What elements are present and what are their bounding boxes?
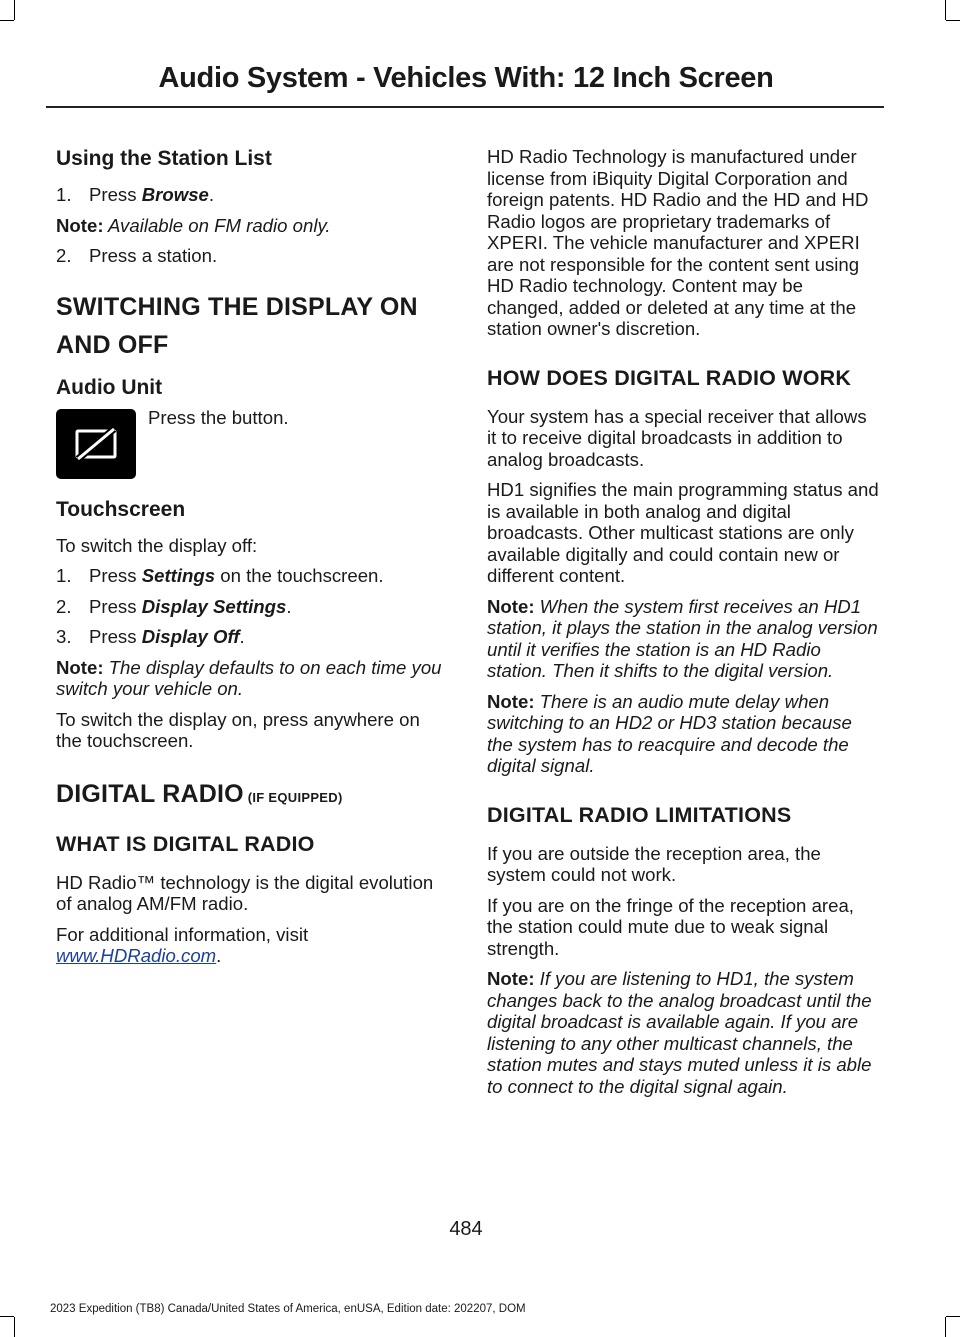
touchscreen-heading: Touchscreen — [56, 497, 186, 521]
crop-mark — [0, 20, 14, 21]
what-is-digital-radio-text: HD Radio™ technology is the digital evolution of analog AM/FM radio. — [56, 871, 434, 914]
how-digital-radio-works-text-1: Your system has a special receiver that allows it to receive digital broadcasts in addition to analog broadcasts. — [487, 405, 867, 470]
browse-label: Browse — [141, 184, 209, 205]
edition-footer: 2023 Expedition (TB8) Canada/United States of America, enUSA, Edition date: 202207, DOM — [50, 1303, 526, 1315]
mute-delay-note: Note: There is an audio mute delay when switching to an HD2 or HD3 station because the system has to reacquire and decode the digital signal. — [487, 690, 852, 776]
page-number: 484 — [449, 1218, 483, 1240]
crop-mark — [14, 0, 15, 20]
limitations-text-2: If you are on the fringe of the reception area, the station could mute due to weak signal strength. — [487, 894, 854, 959]
additional-info-text: For additional information, visit www.HDRadio.com. — [56, 923, 309, 966]
touchscreen-step-2: 2. Press Display Settings. — [56, 595, 292, 617]
how-digital-radio-works-heading: HOW DOES DIGITAL RADIO WORK — [487, 365, 852, 390]
display-off-icon — [56, 409, 136, 479]
crop-mark — [945, 0, 946, 20]
touchscreen-step-3: 3. Press Display Off. — [56, 626, 245, 647]
hd-radio-license-text: HD Radio Technology is manufactured under license from iBiquity Digital Corporation and foreign patents. HD Radio and the HD and HD Radio logos are proprietary trademarks of XPERI. The vehicle manufacturer and XPERI are not responsible for the content sent using HD Radio technology. Content may be changed, added or deleted at any time at the station owner's discretion. — [487, 146, 869, 339]
digital-radio-heading: DIGITAL RADIO (IF EQUIPPED) — [56, 779, 343, 808]
right-column — [487, 146, 880, 1106]
display-off-label: Display Off — [141, 626, 240, 647]
crop-mark — [0, 1316, 14, 1317]
switch-on-text: To switch the display on, press anywhere on the touchscreen. — [56, 708, 420, 751]
limitations-text-1: If you are outside the reception area, the system could not work. — [487, 842, 821, 885]
settings-label: Settings — [141, 565, 216, 586]
how-digital-radio-works-text-2: HD1 signifies the main programming status and is available in both analog and digital broadcasts. Other multicast stations are only available digitally and could contain new or different content. — [487, 479, 879, 586]
page-header-title: Audio System - Vehicles With: 12 Inch Screen — [158, 62, 774, 94]
touchscreen-note: Note: The display defaults to on each time you switch your vehicle on. — [56, 656, 442, 699]
station-list-note: Note: Available on FM radio only. — [56, 214, 331, 236]
crop-mark — [14, 1317, 15, 1337]
header-divider — [46, 106, 884, 108]
what-is-digital-radio-heading: WHAT IS DIGITAL RADIO — [56, 831, 315, 856]
display-settings-label: Display Settings — [141, 595, 287, 617]
crop-mark — [946, 1316, 960, 1317]
switching-display-heading: SWITCHING THE DISPLAY ON AND OFF — [56, 292, 418, 359]
audio-unit-instruction — [56, 407, 448, 483]
station-list-heading: Using the Station List — [56, 147, 272, 170]
touchscreen-step-1: 1. Press Settings on the touchscreen. — [56, 565, 384, 586]
left-column — [56, 146, 448, 976]
hdradio-link[interactable]: www.HDRadio.com — [56, 945, 217, 966]
touchscreen-intro: To switch the display off: — [56, 534, 258, 556]
station-list-step-2: 2. Press a station. — [56, 245, 218, 266]
audio-unit-heading: Audio Unit — [56, 375, 163, 399]
hd1-fallback-note: Note: If you are listening to HD1, the system changes back to the analog broadcast until the digital broadcast is available again. If you are listening to any other multicast channels, the station mutes and stays muted unless it is able to connect to the digital signal again. — [487, 968, 872, 1097]
crop-mark — [945, 1317, 946, 1337]
station-list-step-1: 1. Press Browse. — [56, 184, 215, 205]
hd1-note: Note: When the system first receives an HD1 station, it plays the station in the analog version until it verifies the station is an HD Radio station. Then it shifts to the digital version. — [487, 595, 878, 681]
crop-mark — [946, 20, 960, 21]
audio-unit-text: Press the button. — [148, 406, 289, 428]
digital-radio-limitations-heading: DIGITAL RADIO LIMITATIONS — [487, 802, 792, 827]
